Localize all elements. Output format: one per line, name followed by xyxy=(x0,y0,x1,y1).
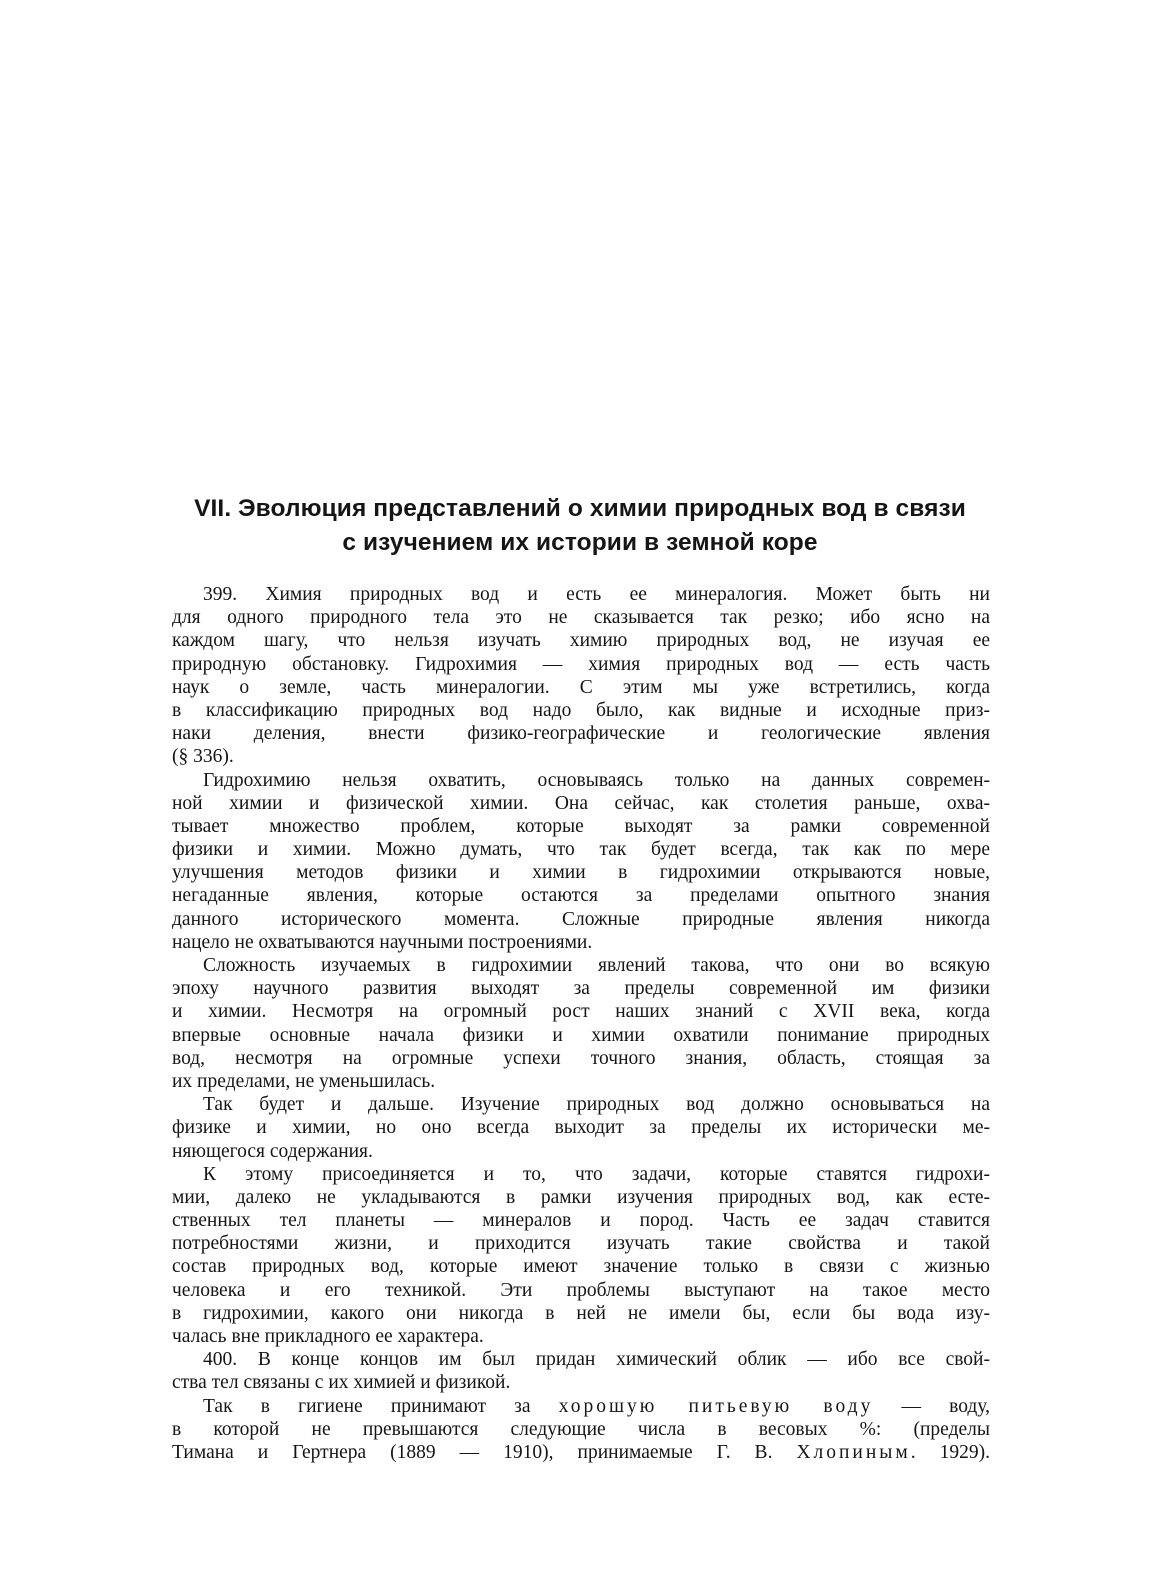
text-fragment: Так в гигиене принимают за xyxy=(203,1395,559,1417)
text-line: чалась вне прикладного ее характера. xyxy=(172,1326,484,1347)
text-line: ственных тел планеты — минералов и пород. Часть ее задач ставится xyxy=(172,1210,990,1232)
text-line: их пределами, не уменьшилась. xyxy=(172,1070,436,1092)
text-line: негаданные явления, которые остаются за пределами опытного знания xyxy=(172,885,990,907)
text-line: (§ 336). xyxy=(172,746,234,768)
text-line: Гидрохимию нельзя охватить, основываясь только на данных современ- xyxy=(203,769,990,791)
emphasized-text: Хлопиным xyxy=(796,1441,911,1463)
text-line: и химии. Несмотря на огромный рост наших знаний с XVII века, когда xyxy=(172,1001,990,1023)
text-fragment: — воду, xyxy=(873,1395,991,1417)
text-line: природную обстановку. Гидрохимия — химия природных вод — есть часть xyxy=(172,653,990,675)
text-line: Сложность изучаемых в гидрохимии явлений такова, что они во всякую xyxy=(203,955,990,976)
text-line: ной химии и физической химии. Она сейчас, как столетия раньше, охва- xyxy=(172,792,990,814)
text-line xyxy=(172,1441,990,1464)
text-line: наук о земле, часть минералогии. С этим мы уже встретились, когда xyxy=(172,676,990,698)
text-line: 400. В конце концов им был придан химический облик — ибо все свой- xyxy=(203,1349,990,1371)
text-lines xyxy=(172,583,990,1395)
text-line xyxy=(172,1395,990,1418)
chapter-heading xyxy=(160,492,1000,560)
text-line: К этому присоединяется и то, что задачи, которые ставятся гидрохи- xyxy=(203,1163,990,1185)
chapter-heading-line-2: с изучением их истории в земной коре xyxy=(342,529,818,556)
text-line: физики и химии. Можно думать, что так будет всегда, так как по мере xyxy=(172,839,990,861)
text-line: физике и химии, но оно всегда выходит за пределы их исторически ме- xyxy=(172,1117,990,1139)
text-line: впервые основные начала физики и химии охватили понимание природных xyxy=(172,1024,990,1046)
text-line: ства тел связаны с их химией и физикой. xyxy=(172,1372,511,1394)
text-line: для одного природного тела это не сказывается так резко; ибо ясно на xyxy=(172,607,990,629)
text-line: нацело не охватываются научными построениями. xyxy=(172,931,593,953)
body-text xyxy=(172,583,990,1464)
text-line: тывает множество проблем, которые выходят за рамки современной xyxy=(172,815,990,837)
text-fragment: . 1929). xyxy=(910,1441,990,1463)
text-line: данного исторического момента. Сложные природные явления никогда xyxy=(172,908,990,930)
chapter-heading-line-1: VII. Эволюция представлений о химии природных вод в связи xyxy=(194,495,966,522)
text-line: в гидрохимии, какого они никогда в ней не имели бы, если бы вода изу- xyxy=(172,1302,990,1324)
emphasized-text: хорошую питьевую воду xyxy=(558,1395,874,1417)
text-line: в которой не превышаются следующие числа в весовых %: (пределы xyxy=(172,1418,990,1440)
text-line: улучшения методов физики и химии в гидрохимии открываются новые, xyxy=(172,862,990,884)
text-line: няющегося содержания. xyxy=(172,1140,373,1162)
text-line: 399. Химия природных вод и есть ее минералогия. Может быть ни xyxy=(203,584,990,605)
text-fragment: Тимана и Гертнера (1889 — 1910), принимаемые Г. В. xyxy=(172,1441,797,1463)
text-line: вод, несмотря на огромные успехи точного знания, область, стоящая за xyxy=(172,1047,990,1069)
text-line: эпоху научного развития выходят за пределы современной им физики xyxy=(172,978,990,1000)
text-line: Так будет и дальше. Изучение природных вод должно основываться на xyxy=(203,1094,990,1116)
text-line: мии, далеко не укладываются в рамки изучения природных вод, как есте- xyxy=(172,1186,990,1208)
text-line: потребностями жизни, и приходится изучать такие свойства и такой xyxy=(172,1233,990,1255)
text-line: состав природных вод, которые имеют значение только в связи с жизнью xyxy=(172,1256,990,1278)
text-line: в классификацию природных вод надо было, как видные и исходные приз- xyxy=(172,699,990,721)
text-line: каждом шагу, что нельзя изучать химию природных вод, не изучая ее xyxy=(172,630,990,652)
text-line: наки деления, внести физико-географические и геологические явления xyxy=(172,723,990,745)
text-line: человека и его техникой. Эти проблемы выступают на такое место xyxy=(172,1279,990,1301)
